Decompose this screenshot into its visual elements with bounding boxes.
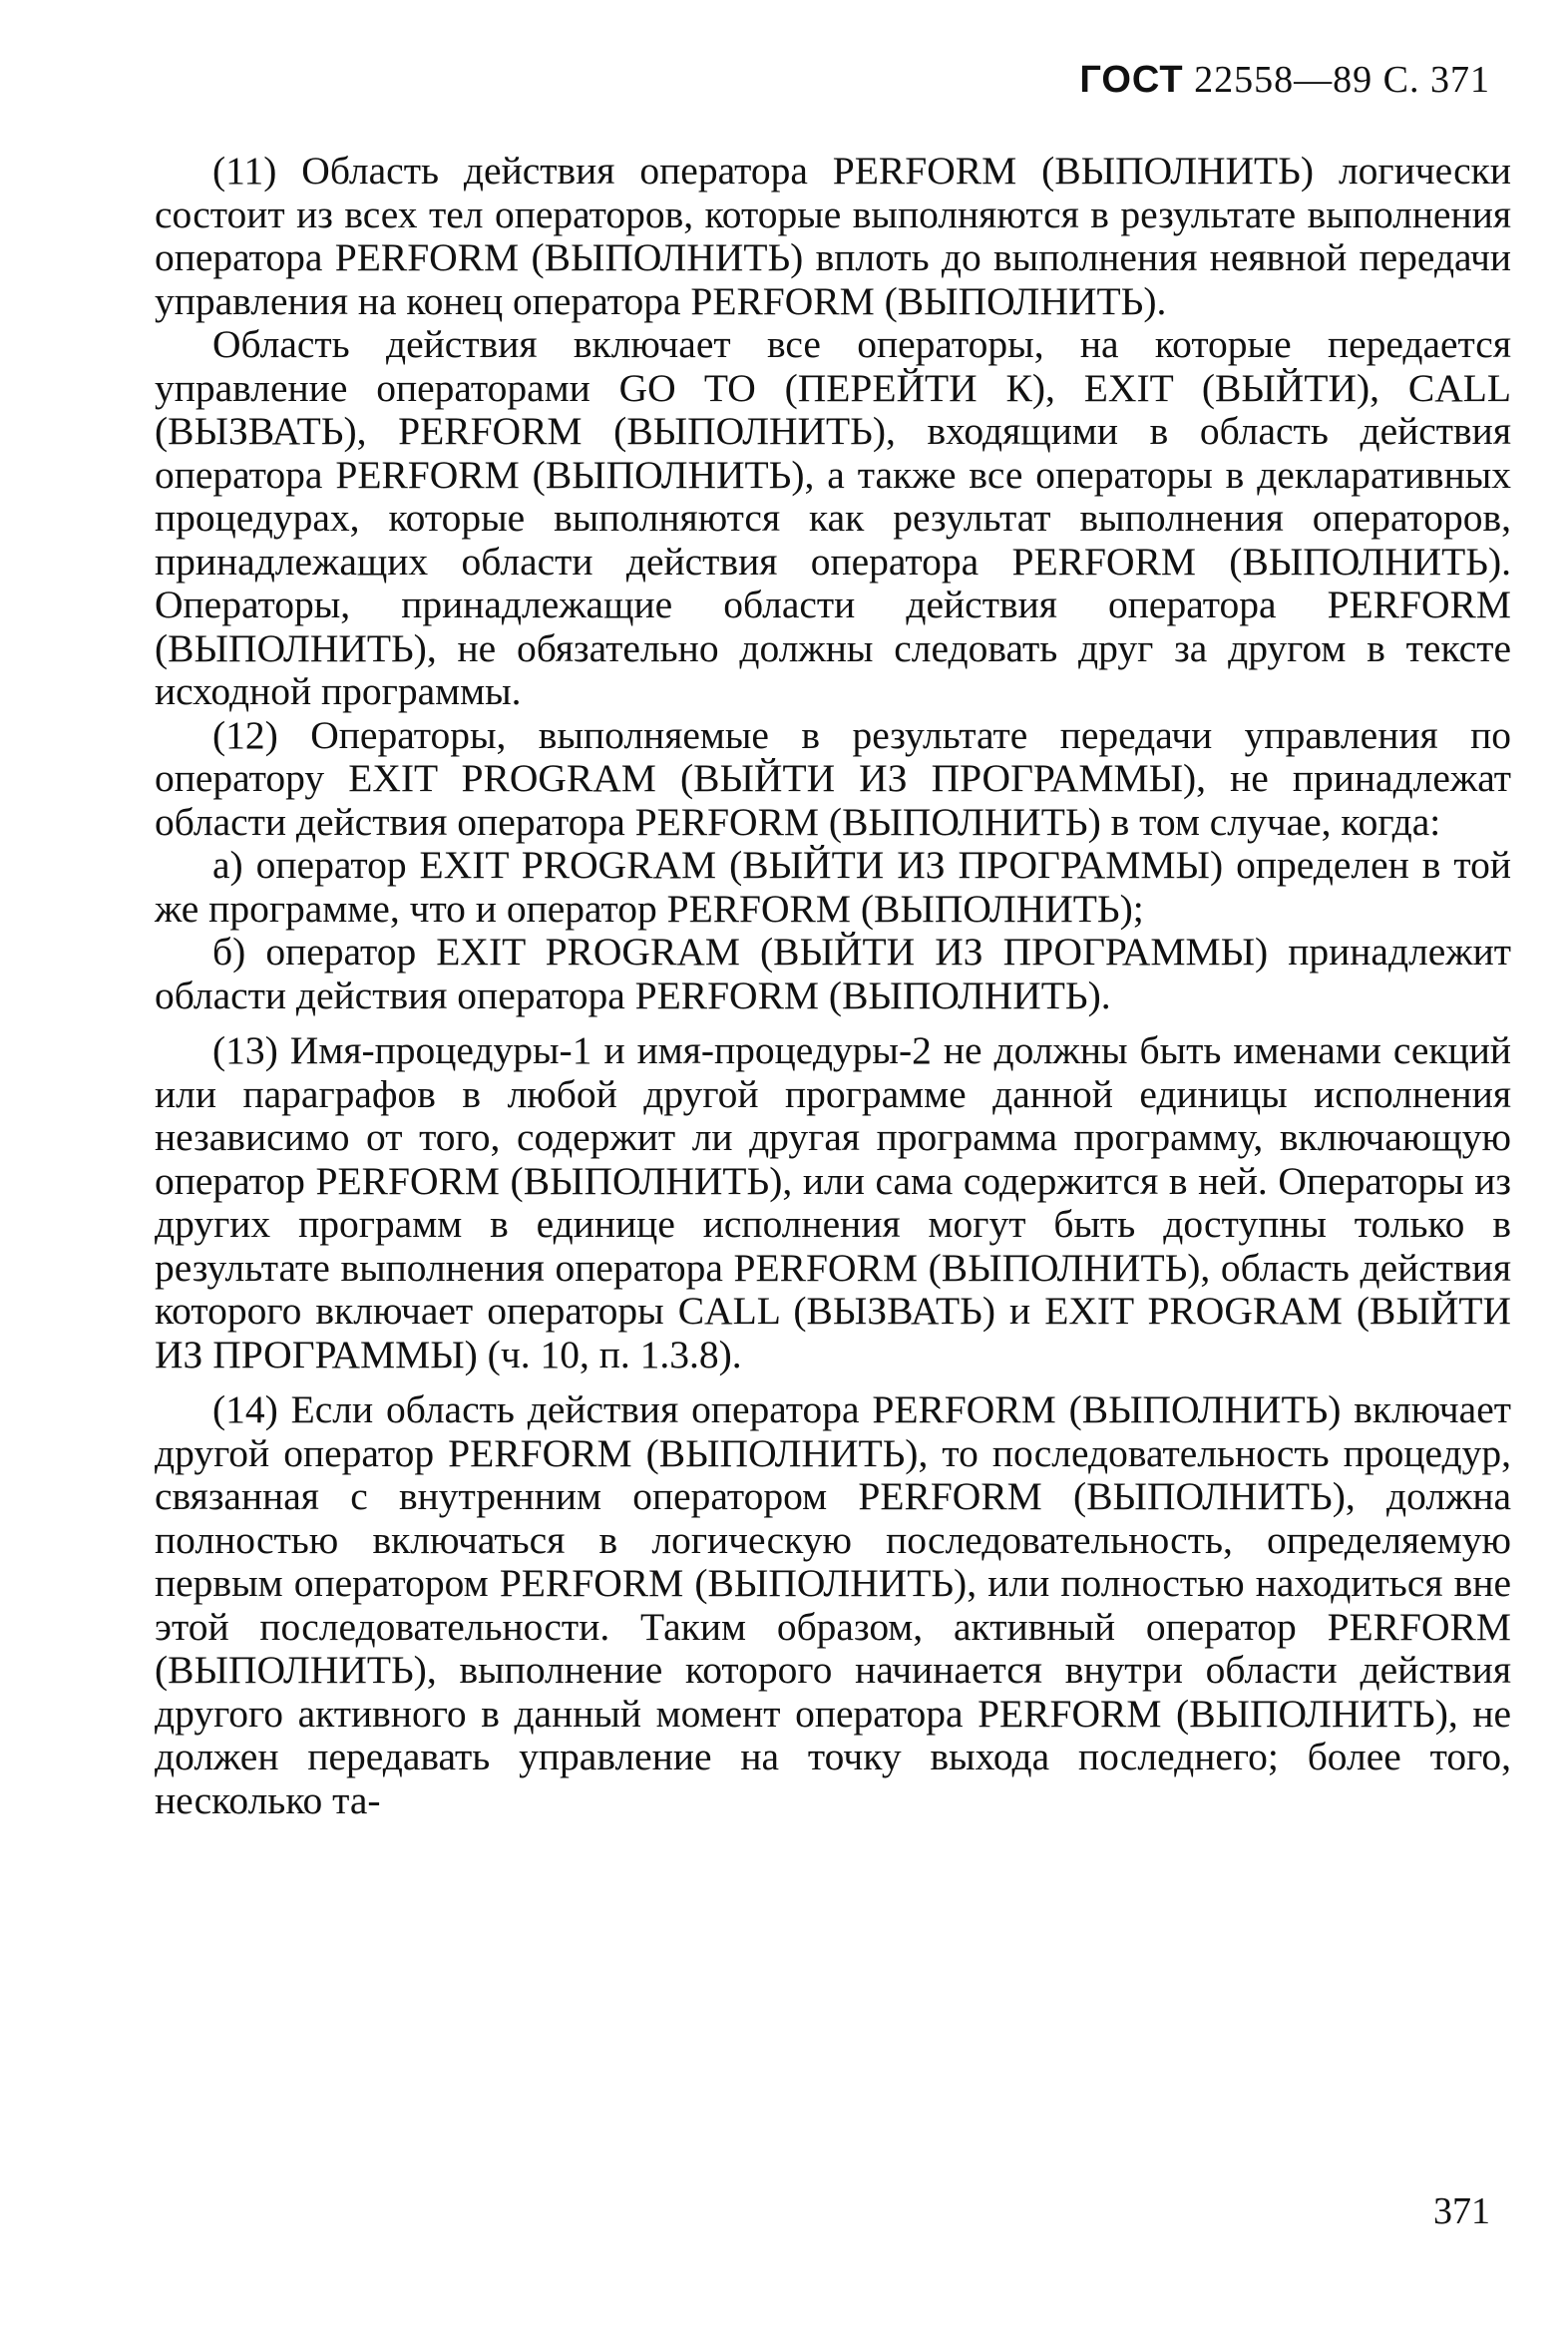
standard-prefix: ГОСТ	[1079, 59, 1184, 101]
page-header	[1079, 58, 1490, 102]
paragraph-13: (13) Имя-процедуры-1 и имя-процедуры-2 не должны быть именами секций или параграфов в любой другой программе данной единицы исполнения независимо от того, содержит ли другая программа программу, включающую оператор PERFORM (ВЫПОЛНИТЬ), или сама содержится в ней. Операторы из других программ в единице исполнения могут быть доступны только в результате выполнения оператора PERFORM (ВЫПОЛНИТЬ), область действия которого включает операторы CALL (ВЫЗВАТЬ) и EXIT PROGRAM (ВЫЙТИ ИЗ ПРОГРАММЫ) (ч. 10, п. 1.3.8).	[155, 1028, 1511, 1376]
paragraph-14: (14) Если область действия оператора PERFORM (ВЫПОЛНИТЬ) включает другой оператор PERFORM (ВЫПОЛНИТЬ), то последовательность процедур, связанная с внутренним оператором PERFORM (ВЫПОЛНИТЬ), должна полностью включаться в логическую последовательность, определяемую первым оператором PERFORM (ВЫПОЛНИТЬ), или полностью находиться вне этой последовательности. Таким образом, активный оператор PERFORM (ВЫПОЛНИТЬ), выполнение которого начинается внутри области действия другого активного в данный момент оператора PERFORM (ВЫПОЛНИТЬ), не должен передавать управление на точку выхода последнего; более того, несколько та-	[155, 1387, 1511, 1822]
paragraph-12-item-b: б) оператор EXIT PROGRAM (ВЫЙТИ ИЗ ПРОГРАММЫ) принадлежит области действия оператора PERFORM (ВЫПОЛНИТЬ).	[155, 930, 1511, 1017]
header-page-label: С. 371	[1382, 59, 1490, 101]
paragraph-11: (11) Область действия оператора PERFORM (ВЫПОЛНИТЬ) логически состоит из всех тел операторов, которые выполняются в результате выполнения оператора PERFORM (ВЫПОЛНИТЬ) вплоть до выполнения неявной передачи управления на конец оператора PERFORM (ВЫПОЛНИТЬ).	[155, 149, 1511, 323]
standard-number: 22558—89	[1194, 59, 1373, 101]
page-number: 371	[1433, 2190, 1490, 2232]
body-text	[155, 150, 1511, 1822]
paragraph-11-continued: Область действия включает все операторы, на которые передается управление операторами GO TO (ПЕРЕЙТИ К), EXIT (ВЫЙТИ), CALL (ВЫЗВАТЬ), PERFORM (ВЫПОЛНИТЬ), входящими в область действия оператора PERFORM (ВЫПОЛНИТЬ), а также все операторы в декларативных процедурах, которые выполняются как результат выполнения операторов, принадлежащих области действия оператора PERFORM (ВЫПОЛНИТЬ). Операторы, принадлежащие области действия оператора PERFORM (ВЫПОЛНИТЬ), не обязательно должны следовать друг за другом в тексте исходной программы.	[155, 322, 1511, 713]
paragraph-12: (12) Операторы, выполняемые в результате передачи управления по оператору EXIT PROGRAM (ВЫЙТИ ИЗ ПРОГРАММЫ), не принадлежат области действия оператора PERFORM (ВЫПОЛНИТЬ) в том случае, когда:	[155, 712, 1511, 844]
paragraph-12-item-a: а) оператор EXIT PROGRAM (ВЫЙТИ ИЗ ПРОГРАММЫ) определен в той же программе, что и оператор PERFORM (ВЫПОЛНИТЬ);	[155, 843, 1511, 931]
